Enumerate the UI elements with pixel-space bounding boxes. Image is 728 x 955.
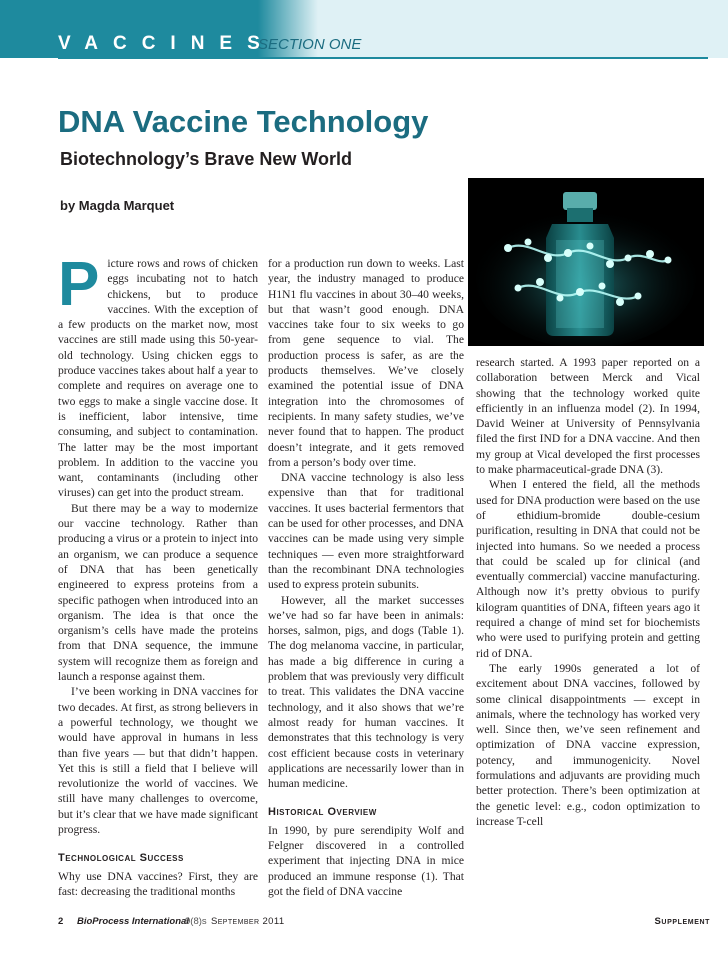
vaccine-vial-image bbox=[468, 178, 704, 346]
drop-cap: P bbox=[58, 250, 100, 319]
heading-technological-success bbox=[58, 851, 258, 866]
paragraph-1 bbox=[58, 250, 258, 501]
byline: by Magda Marquet bbox=[60, 198, 175, 213]
paragraph-11: The early 1990s generated a lot of excitement about DNA vaccines, followed by some clinical disappointments — except in animals, where the technology has worked very well. Since then, we’ve seen refinement and optimization of DNA vaccine expression, potency, and immunogenicity. Novel formulations and adjuvants are providing much better protection. There’s been optimization at the genetic level: e.g., codon optimization to increase T-cell bbox=[476, 661, 700, 828]
supplement-label: Supplement bbox=[654, 916, 710, 927]
paragraph-4: Why use DNA vaccines? First, they are fast: decreasing the traditional months bbox=[58, 869, 258, 898]
paragraph-3: I’ve been working in DNA vaccines for two decades. At first, as strong believers in a powerful technology, we thought we would have approval in humans in less than five years — but that didn’t happen. Yet this is still a field that I believe will revolutionize the world of vaccines. We still have many challenges to overcome, but it’s clear that we have made significant progress. bbox=[58, 685, 258, 836]
article-title: DNA Vaccine Technology bbox=[58, 104, 429, 139]
heading-historical-overview bbox=[268, 805, 464, 820]
section-label: VACCINES bbox=[58, 33, 275, 54]
vaccine-vial-icon bbox=[468, 178, 704, 346]
article-subtitle: Biotechnology’s Brave New World bbox=[60, 149, 353, 169]
page-footer bbox=[58, 916, 710, 932]
paragraph-10: When I entered the field, all the methods used for DNA production were based on the use of ethidium-bromide double-cesium purification, resulting in DNA that could not be injected into humans. So we needed a process that could be scaled up for clinical (and eventually commercial) vaccine manufacturing. Although now it’s pretty obvious to purify kilogram quantities of DNA, fifteen years ago it required a change of mind set for biochemists who were used to purifying protein and getting rid of DNA. bbox=[476, 478, 700, 660]
paragraph-7: However, all the market successes we’ve had so far have been in animals: horses, salmon, pigs, and dogs (Table 1). The dog melanoma vaccine, in particular, has made a big difference in curing a problem that was previously very difficult to treat. This validates the DNA vaccine technology, and it also shows that we’re almost ready for human vaccines. It demonstrates that this technology is very cost efficient because costs in veterinary applications are necessarily lower than in human medicine. bbox=[268, 593, 464, 791]
magazine-name: BioProcess International bbox=[77, 916, 189, 927]
column-2 bbox=[268, 256, 464, 899]
volume-issue: 9(8)s bbox=[185, 916, 207, 927]
issue-date: September 2011 bbox=[211, 916, 285, 927]
paragraph-9: research started. A 1993 paper reported on a collaboration between Merck and Vical showing that the technology worked quite efficiently in an influenza model (2). In 1994, David Weiner at University of Pennsylvania filed the first IND for a DNA vaccine. And then my group at Vical developed the first processes to make pharmaceutical-grade DNA (3). bbox=[476, 356, 700, 477]
heading-historical-overview-text: Historical Overview bbox=[268, 806, 377, 819]
page-number: 2 bbox=[58, 916, 64, 927]
section-sub: SECTION ONE bbox=[258, 36, 362, 53]
paragraph-6: DNA vaccine technology is also less expensive than that for traditional vaccines. It uses bacterial fermentors that can be used for other processes, and DNA vaccines can be made using very simple techniques — even more straightforward than the recombinant DNA technologies used to express protein subunits. bbox=[268, 471, 464, 592]
column-1 bbox=[58, 250, 258, 899]
paragraph-1-text: icture rows and rows of chicken eggs incubating not to hatch chickens, but to produce vaccines. With the exception of a few products on the market now, most vaccines are still made using this 50-year-old technology. Using chicken eggs to produce vaccines takes about half a year to complete and requires on average one to two eggs to make a single vaccine dose. It is inefficient, labor intensive, time consuming, and subject to contamination. The latter may be the most important problem. In addition to the vaccine you want, contaminants (including other viruses) can get into the product stream. bbox=[58, 257, 258, 500]
paragraph-2: But there may be a way to modernize our vaccine technology. Rather than producing a virus or a protein to inject into an organism, we can produce a sequence of DNA that has been genetically engineered to express proteins from a specific pathogen when introduced into an organism. The idea is that once the organism’s cells have made the proteins from that DNA sequence, the immune system will recognize them as foreign and launch a response against them. bbox=[58, 501, 258, 684]
heading-technological-success-text: Technological Success bbox=[58, 852, 184, 865]
paragraph-5: for a production run down to weeks. Last year, the industry managed to produce H1N1 flu vaccines in about 30–40 weeks, but that wasn’t good enough. DNA vaccines take four to six weeks to go from gene sequence to vial. The production process is safer, as are the products themselves. We’ve closely examined the potential issue of DNA integration into the chromosomes of recipients. In many safety studies, we’ve never found that to happen. The product doesn’t integrate, and it gets removed from a person’s body over time. bbox=[268, 257, 464, 469]
paragraph-8: In 1990, by pure serendipity Wolf and Felgner discovered in a controlled experiment that injecting DNA in mice produced an immune response (1). That got the field of DNA vaccine bbox=[268, 823, 464, 898]
section-rule bbox=[58, 57, 708, 59]
column-3 bbox=[476, 355, 700, 829]
